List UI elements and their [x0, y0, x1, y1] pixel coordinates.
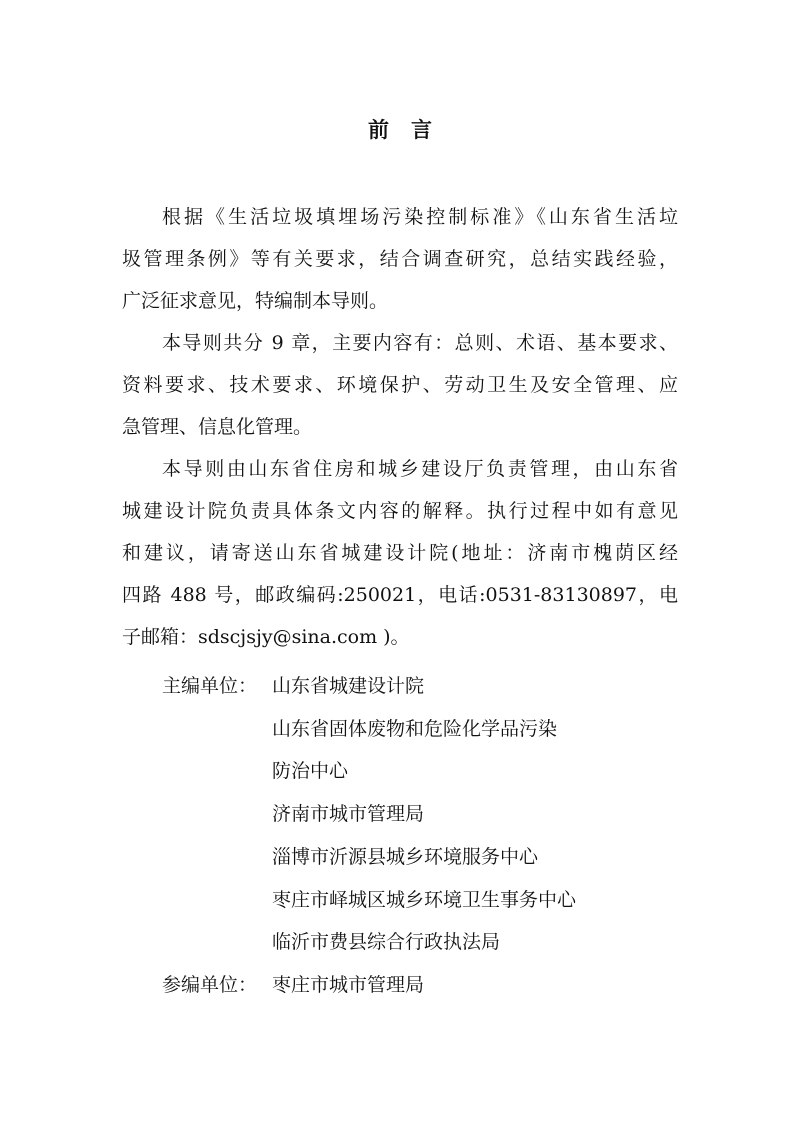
org-name: 济南市城市管理局	[272, 803, 425, 825]
participant-units-label: 参编单位：	[162, 974, 258, 996]
org-name: 临沂市费县综合行政执法局	[272, 931, 501, 953]
text-line: 根据《生活垃圾填埋场污染控制标准》《山东省生活垃	[162, 206, 678, 228]
text-line: 本导则共分 9 章，主要内容有：总则、术语、基本要求、	[162, 332, 678, 354]
text-line: 本导则由山东省住房和城乡建设厅负责管理，由山东省	[162, 458, 678, 480]
text-line: 资料要求、技术要求、环境保护、劳动卫生及安全管理、应	[122, 374, 678, 396]
text-line: 广泛征求意见，特编制本导则。	[122, 290, 389, 312]
text-line: 和建议，请寄送山东省城建设计院(地址：济南市槐荫区经	[122, 542, 678, 564]
org-name: 山东省城建设计院	[272, 675, 425, 697]
chief-units-label: 主编单位：	[162, 675, 258, 697]
text-line: 城建设计院负责具体条文内容的解释。执行过程中如有意见	[122, 500, 678, 522]
org-name: 淄博市沂源县城乡环境服务中心	[272, 846, 539, 868]
org-name: 枣庄市峄城区城乡环境卫生事务中心	[272, 889, 577, 911]
org-name: 山东省固体废物和危险化学品污染	[272, 718, 558, 740]
org-name: 防治中心	[272, 760, 349, 782]
org-name: 枣庄市城市管理局	[272, 974, 425, 996]
page-title: 前言	[368, 117, 454, 142]
text-line: 圾管理条例》等有关要求，结合调查研究，总结实践经验，	[122, 248, 678, 270]
text-line: 四路 488 号，邮政编码:250021，电话:0531-83130897，电	[122, 584, 678, 606]
contact-email-line: 子邮箱：sdscjsjy@sina.com )。	[122, 626, 410, 648]
text-line: 急管理、信息化管理。	[122, 416, 313, 438]
